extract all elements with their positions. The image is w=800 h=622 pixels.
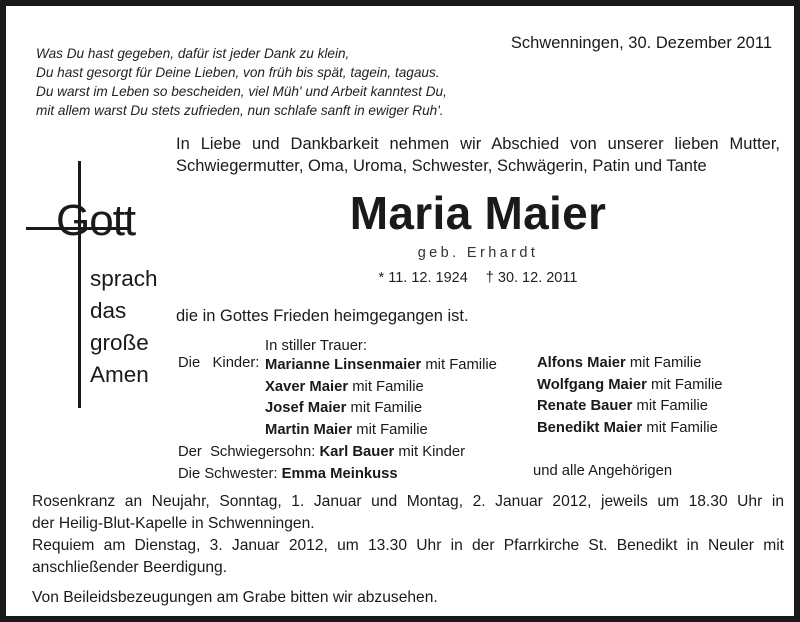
mourner-suffix: mit Familie — [642, 419, 718, 436]
mourner-suffix: mit Familie — [421, 357, 497, 373]
poem-line: Du warst im Leben so bescheiden, viel Müh' und Arbeit kanntest Du, — [36, 84, 447, 99]
children-list-right — [537, 353, 723, 439]
mourner-suffix: mit Familie — [632, 398, 709, 414]
relatives-line: und alle Angehörigen — [533, 463, 673, 479]
mourner-entry — [265, 398, 497, 420]
cross-line: sprach — [90, 266, 158, 291]
sister-label: Die Schwester: — [178, 466, 282, 482]
requiem-line: Requiem am Dienstag, 3. Januar 2012, um 13.30 Uhr in der Pfarrkirche St. Benedikt in Neuler mit — [32, 537, 784, 554]
son-in-law-label: Der Schwiegersohn: — [178, 444, 320, 460]
mourner-name: Benedikt Maier — [537, 419, 643, 436]
mourner-entry — [265, 420, 497, 442]
life-dates — [176, 270, 780, 286]
mourner-suffix: mit Familie — [646, 376, 723, 393]
mourner-name: Alfons Maier — [537, 355, 626, 371]
cross-text-lines — [90, 263, 158, 391]
poem-line: Du hast gesorgt für Deine Lieben, von früh bis spät, tagein, tagaus. — [36, 65, 440, 80]
condolence-line: Von Beileidsbezeugungen am Grabe bitten wir abzusehen. — [32, 589, 438, 606]
mourner-name: Marianne Linsenmaier — [265, 357, 422, 373]
mourner-name: Josef Maier — [265, 400, 347, 416]
mourner-entry — [537, 353, 723, 375]
mourning-heading: In stiller Trauer: — [265, 338, 367, 354]
poem — [36, 44, 447, 120]
birth-date: * 11. 12. 1924 — [378, 270, 468, 286]
rosary-line: der Heilig-Blut-Kapelle in Schwenningen. — [32, 515, 315, 532]
death-date: † 30. 12. 2011 — [485, 270, 578, 286]
mourner-name: Martin Maier — [265, 421, 353, 438]
requiem-line: anschließender Beerdigung. — [32, 559, 228, 576]
mourner-name: Renate Bauer — [537, 398, 633, 414]
poem-line: Was Du hast gegeben, dafür ist jeder Dank zu klein, — [36, 46, 350, 61]
poem-line: mit allem warst Du stets zufrieden, nun schlafe sanft in ewiger Ruh'. — [36, 103, 444, 118]
sister-name: Emma Meinkuss — [281, 466, 398, 482]
mourner-suffix: mit Familie — [346, 400, 423, 416]
born-name: geb. Erhardt — [417, 245, 539, 261]
children-label: Die Kinder: — [178, 355, 260, 371]
intro-line: Schwiegermutter, Oma, Uroma, Schwester, Schwägerin, Patin und Tante — [176, 157, 707, 175]
mourner-suffix: mit Familie — [348, 378, 424, 395]
mourner-name: Wolfgang Maier — [537, 376, 647, 393]
son-in-law-suffix: mit Kinder — [394, 444, 466, 460]
date-line: Schwenningen, 30. Dezember 2011 — [510, 34, 772, 52]
children-list-left — [265, 355, 497, 441]
cross-line: das — [90, 298, 127, 323]
rosary-line: Rosenkranz an Neujahr, Sonntag, 1. Januar und Montag, 2. Januar 2012, jeweils um 18.30 Uhr in — [32, 493, 784, 510]
mourner-suffix: mit Familie — [625, 355, 702, 371]
mourner-entry — [537, 375, 723, 397]
mourner-entry — [537, 418, 723, 440]
cross-line: große — [90, 330, 149, 355]
intro-line: In Liebe und Dankbarkeit nehmen wir Abschied von unserer lieben Mutter, — [176, 135, 780, 153]
mourner-entry — [265, 377, 497, 399]
deceased-name: Maria Maier — [349, 187, 607, 239]
intro-text — [176, 133, 780, 177]
son-in-law-name: Karl Bauer — [319, 444, 395, 460]
cross-word: Gott — [56, 196, 136, 245]
mourner-name: Xaver Maier — [265, 378, 349, 395]
mourner-suffix: mit Familie — [352, 421, 428, 438]
mourner-entry — [265, 355, 497, 377]
sister-line — [178, 466, 398, 482]
spacer — [32, 579, 784, 587]
service-notices — [32, 491, 784, 609]
peace-line: die in Gottes Frieden heimgegangen ist. — [176, 307, 469, 325]
cross-line: Amen — [90, 362, 149, 387]
son-in-law-line — [178, 444, 465, 460]
mourner-entry — [537, 396, 723, 418]
